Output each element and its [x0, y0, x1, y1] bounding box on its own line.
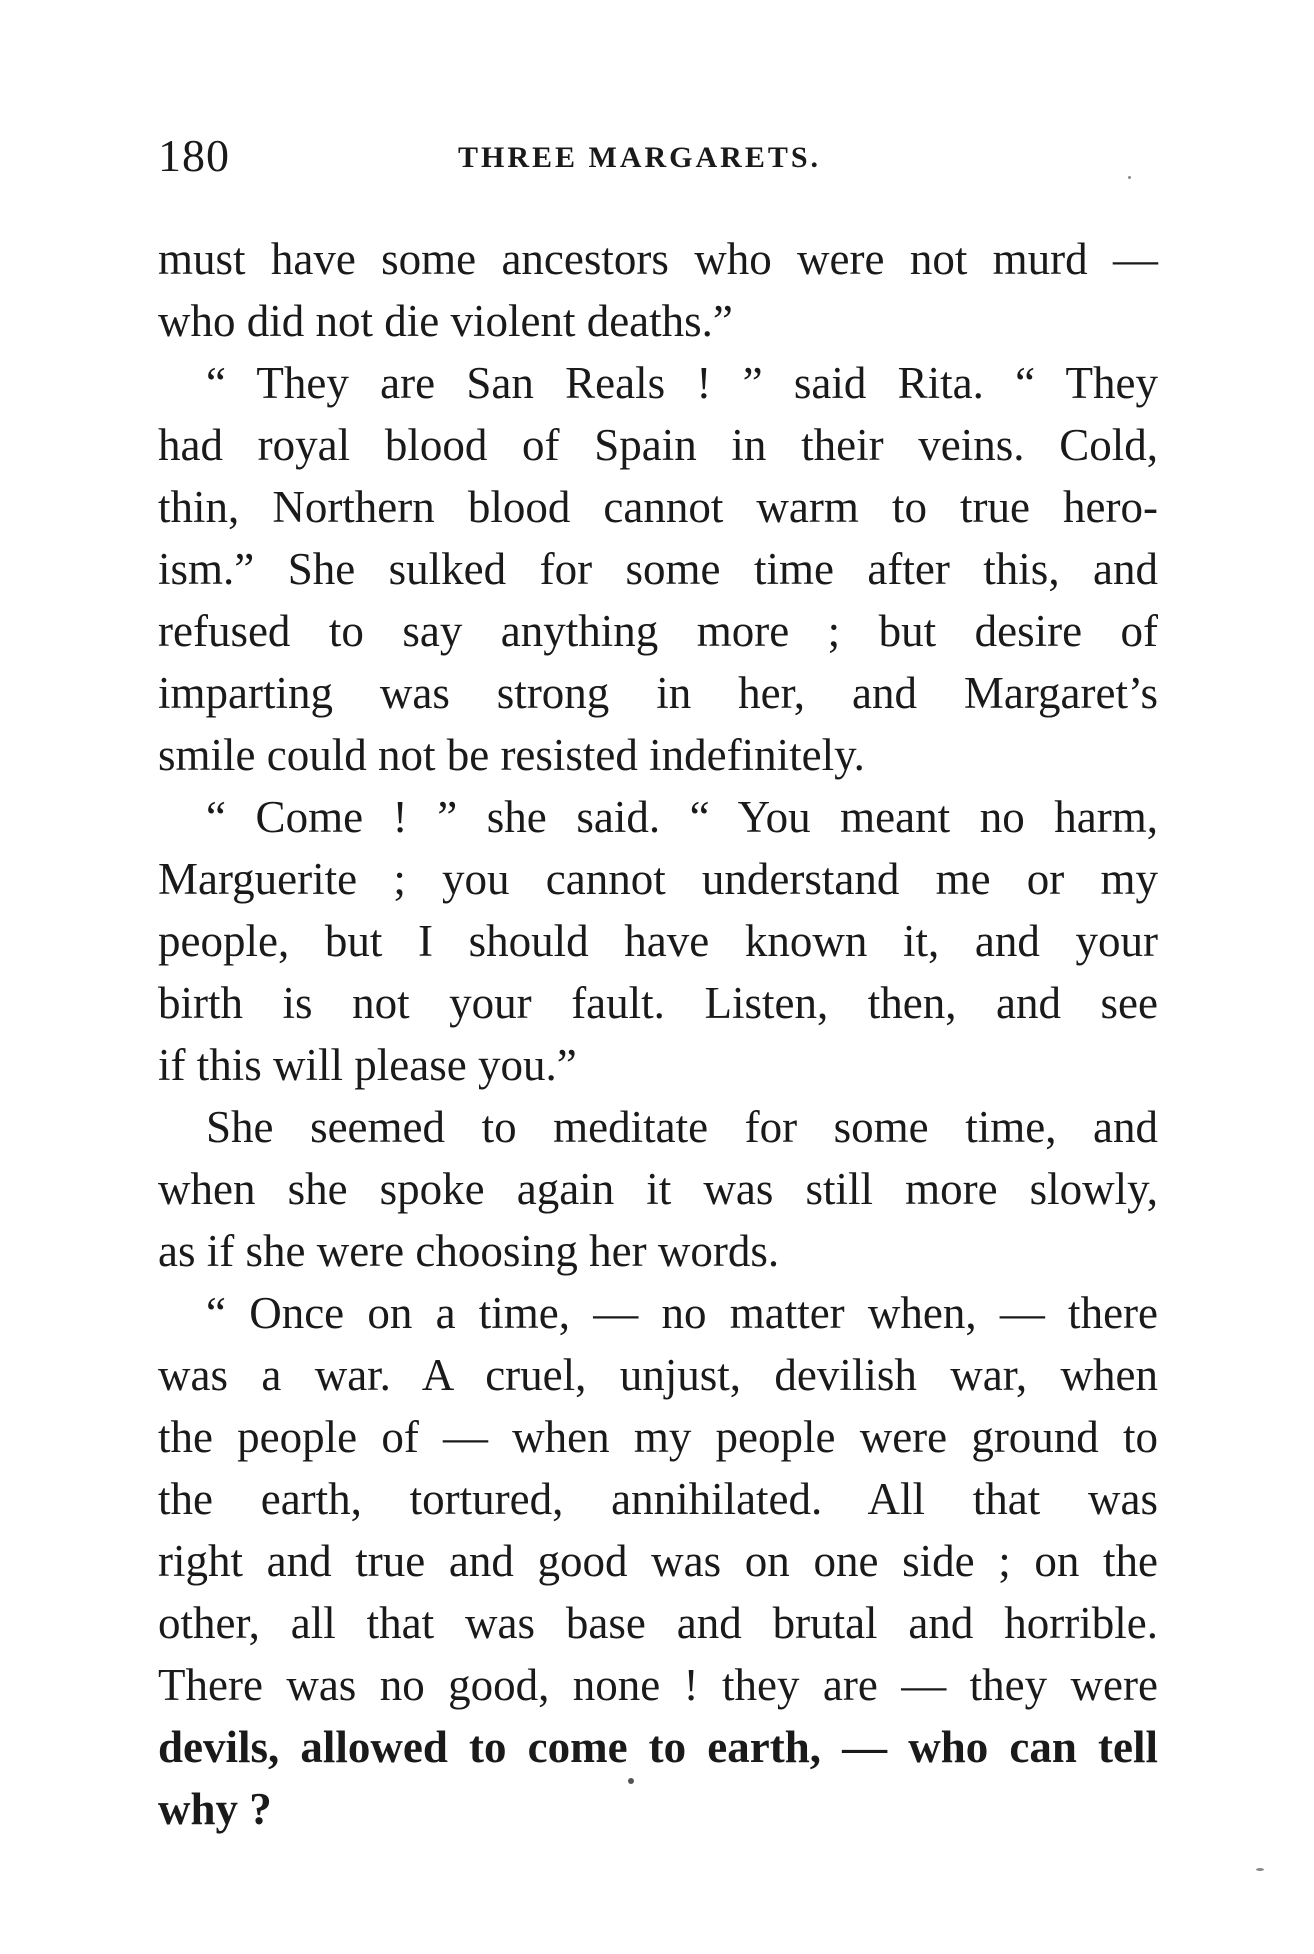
text-line: right and true and good was on one side ; on the: [158, 1536, 1158, 1586]
text-line: as if she were choosing her words.: [158, 1226, 780, 1276]
text-line: birth is not your fault. Listen, then, and see: [158, 978, 1158, 1028]
text-line: “ Once on a time, — no matter when, — there: [206, 1288, 1158, 1338]
text-line: if this will please you.”: [158, 1040, 577, 1090]
text-line: must have some ancestors who were not murd —: [158, 234, 1158, 284]
text-line: people, but I should have known it, and your: [158, 916, 1158, 966]
text-line: the people of — when my people were ground to: [158, 1412, 1158, 1462]
text-line: devils, allowed to come to earth, — who can tell: [158, 1722, 1158, 1772]
text-line: refused to say anything more ; but desire of: [158, 606, 1158, 656]
text-line: other, all that was base and brutal and horrible.: [158, 1598, 1158, 1648]
text-line: smile could not be resisted indefinitely.: [158, 730, 865, 780]
page-header: [158, 128, 1158, 188]
text-line: She seemed to meditate for some time, and: [206, 1102, 1158, 1152]
print-speck: [628, 1778, 634, 1784]
text-line: had royal blood of Spain in their veins. Cold,: [158, 420, 1158, 470]
text-line: thin, Northern blood cannot warm to true hero-: [158, 482, 1158, 532]
body-text: [158, 228, 1158, 1840]
text-line: when she spoke again it was still more slowly,: [158, 1164, 1158, 1214]
page-number: 180: [158, 130, 230, 181]
print-speck: [1128, 176, 1131, 179]
text-line: “ Come ! ” she said. “ You meant no harm,: [206, 792, 1158, 842]
text-line: Marguerite ; you cannot understand me or my: [158, 854, 1158, 904]
text-line: ism.” She sulked for some time after this, and: [158, 544, 1158, 594]
text-line: the earth, tortured, annihilated. All that was: [158, 1474, 1158, 1524]
text-line: There was no good, none ! they are — they were: [158, 1660, 1158, 1710]
text-line: was a war. A cruel, unjust, devilish war, when: [158, 1350, 1158, 1400]
text-line: why ?: [158, 1784, 272, 1834]
print-speck: [1256, 1868, 1264, 1871]
text-line: imparting was strong in her, and Margaret’s: [158, 668, 1158, 718]
running-title: THREE MARGARETS.: [458, 141, 822, 174]
text-line: “ They are San Reals ! ” said Rita. “ They: [206, 358, 1158, 408]
text-line: who did not die violent deaths.”: [158, 296, 733, 346]
